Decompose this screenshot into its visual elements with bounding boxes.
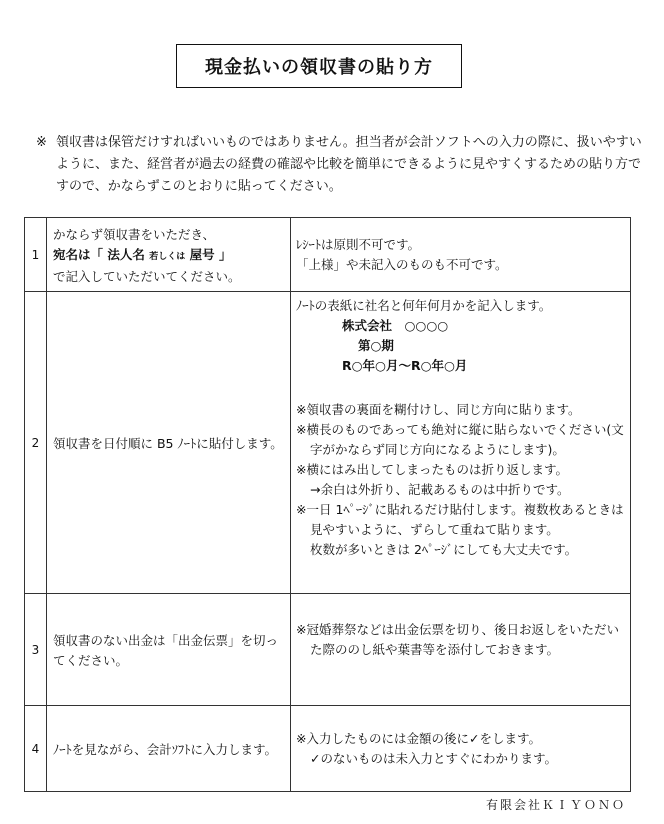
table-row bbox=[25, 292, 631, 594]
detail-line: 枚数が多いときは 2ﾍﾟｰｼﾞにしても大丈夫です。 bbox=[310, 542, 578, 557]
detail-cell bbox=[291, 218, 631, 292]
rule-line: で記入していただいてください。 bbox=[53, 269, 241, 284]
detail-line: ※一日 1ﾍﾟｰｼﾞに貼れるだけ貼付します。複数枚あるときは見やすいように、ずらして重ねて貼ります。 bbox=[296, 502, 624, 537]
cover-intro: ﾉｰﾄの表紙に社名と何年何月かを記入します。 bbox=[296, 298, 552, 313]
rule-cell: ﾉｰﾄを見ながら、会計ｿﾌﾄに入力します。 bbox=[47, 706, 291, 792]
intro-note bbox=[36, 132, 642, 198]
rule-text: 屋号 」 bbox=[185, 247, 232, 262]
detail-line: 「上様」や未記入のものも不可です。 bbox=[296, 256, 508, 272]
row-number: 4 bbox=[25, 706, 47, 792]
detail-cell bbox=[291, 594, 631, 706]
company-footer: 有限会社ＫＩＹＯＮＯ bbox=[485, 798, 626, 812]
detail-line: ※横長のものであっても絶対に縦に貼らないでください(文字がかならず同じ方向になるようにします)。 bbox=[296, 422, 624, 457]
detail-cell bbox=[291, 292, 631, 594]
detail-line: ✓のないものは未入力とすぐにわかります。 bbox=[310, 750, 557, 766]
table-row bbox=[25, 594, 631, 706]
detail-line: ※入力したものには金額の後に✓をします。 bbox=[296, 730, 541, 746]
page-title: 現金払いの領収書の貼り方 bbox=[176, 44, 462, 88]
cover-period: 第○期 bbox=[358, 338, 394, 353]
rule-cell: 領収書を日付順に B5 ﾉｰﾄに貼付します。 bbox=[47, 292, 291, 594]
rule-cell bbox=[47, 218, 291, 292]
row-number: 2 bbox=[25, 292, 47, 594]
detail-line: ※横にはみ出してしまったものは折り返します。 bbox=[296, 462, 568, 477]
cover-range: R○年○月～R○年○月 bbox=[342, 358, 468, 373]
detail-line: ﾚｼｰﾄは原則不可です。 bbox=[296, 236, 421, 252]
detail-line: ※冠婚葬祭などは出金伝票を切り、後日お返しをいただいた際ののし紙や葉書等を添付しておきます。 bbox=[296, 622, 619, 657]
table-row bbox=[25, 218, 631, 292]
rule-text: 宛名は「 法人名 bbox=[53, 247, 150, 262]
rule-cell: 領収書のない出金は「出金伝票」を切ってください。 bbox=[47, 594, 291, 706]
rule-line: かならず領収書をいただき、 bbox=[53, 227, 216, 242]
table-row bbox=[25, 706, 631, 792]
note-mark: ※ bbox=[36, 135, 47, 150]
rule-text-small: 若しくは bbox=[149, 252, 186, 262]
detail-line: ※領収書の裏面を糊付けし、同じ方向に貼ります。 bbox=[296, 402, 581, 417]
detail-cell bbox=[291, 706, 631, 792]
row-number: 1 bbox=[25, 218, 47, 292]
detail-line: →余白は外折り、記載あるものは中折りです。 bbox=[310, 482, 570, 497]
row-number: 3 bbox=[25, 594, 47, 706]
cover-company: 株式会社 ○○○○ bbox=[342, 318, 449, 333]
rule-line bbox=[53, 245, 284, 267]
note-text: 領収書は保管だけすればいいものではありません。担当者が会計ソフトへの入力の際に、扱いやすいように、また、経営者が過去の経費の確認や比較を簡単にできるように見やすくするための貼り方ですので、かならずこのとおりに貼ってください。 bbox=[56, 135, 642, 194]
rules-table bbox=[24, 217, 631, 792]
